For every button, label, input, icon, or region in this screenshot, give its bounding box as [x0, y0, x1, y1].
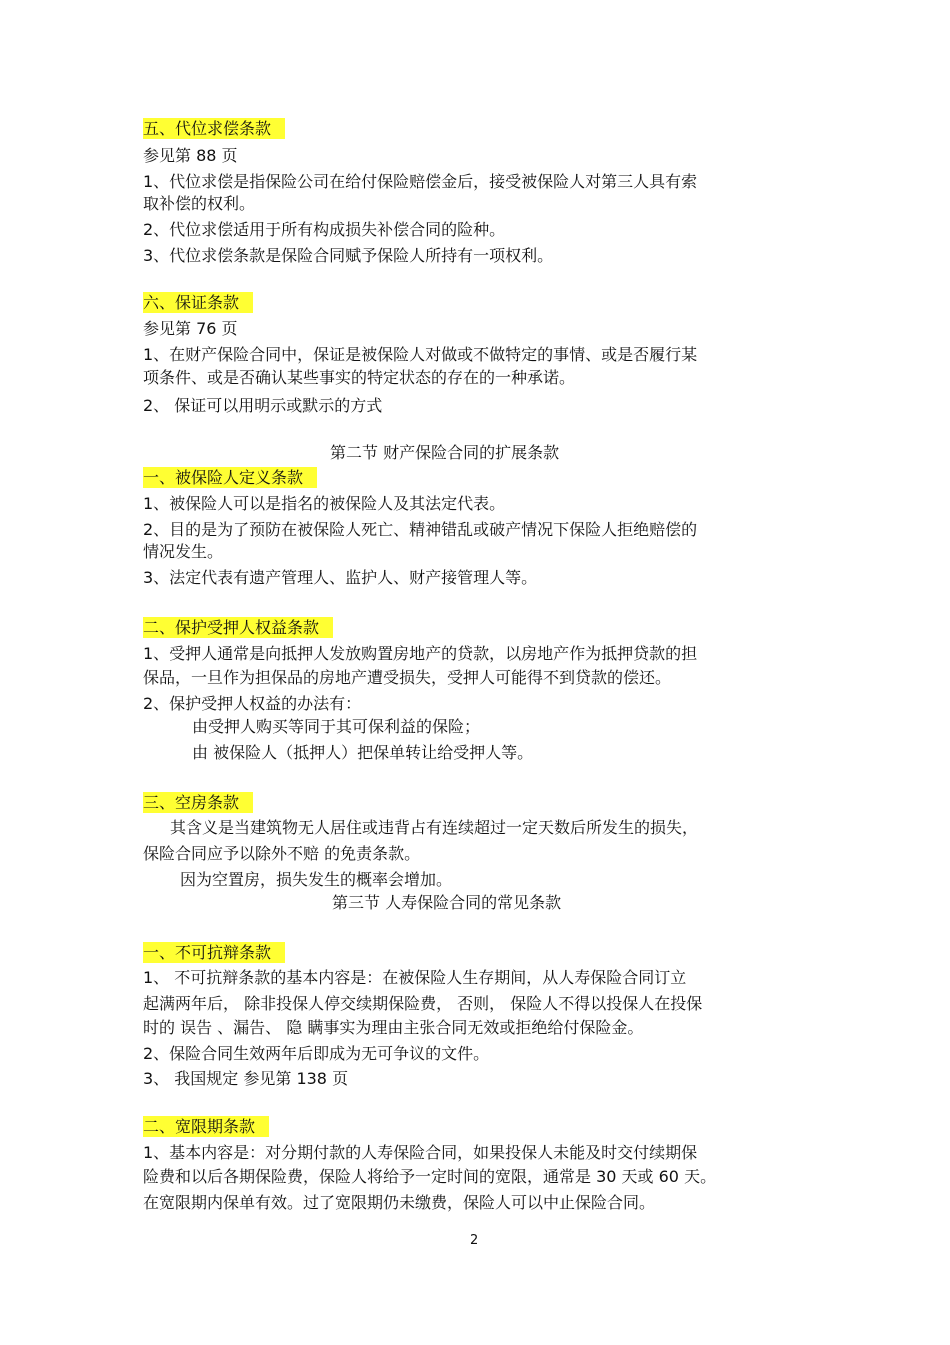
paragraph-line: 1、受押人通常是向抵押人发放购置房地产的贷款，以房地产作为抵押贷款的担: [143, 644, 698, 663]
page-number: 2: [470, 1233, 479, 1248]
paragraph-line: 起满两年后， 除非投保人停交续期保险费， 否则， 保险人不得以投保人在投保: [143, 994, 703, 1013]
highlighted-heading: 五、代位求偿条款: [143, 118, 285, 139]
list-item: 由受押人购买等同于其可保利益的保险；: [192, 717, 481, 736]
page-reference: 参见第 76 页: [143, 319, 238, 338]
highlighted-heading: 三、空房条款: [143, 792, 253, 813]
highlighted-heading: 二、宽限期条款: [143, 1116, 269, 1137]
paragraph-line: 取补偿的权利。: [143, 194, 256, 213]
paragraph-line: 3、 我国规定 参见第 138 页: [143, 1069, 349, 1088]
section-heading: [143, 467, 317, 489]
highlighted-heading: 一、不可抗辩条款: [143, 942, 285, 963]
paragraph-line: 在宽限期内保单有效。过了宽限期仍未缴费，保险人可以中止保险合同。: [143, 1193, 656, 1212]
paragraph-line: 保险合同应予以除外不赔 的免责条款。: [143, 844, 421, 863]
section-heading: [143, 1116, 269, 1138]
paragraph-line: 2、代位求偿适用于所有构成损失补偿合同的险种。: [143, 220, 506, 239]
section-heading: [143, 292, 253, 314]
chapter-section-title: 第二节 财产保险合同的扩展条款: [330, 443, 560, 462]
paragraph-line: 其含义是当建筑物无人居住或违背占有连续超过一定天数后所发生的损失，: [170, 818, 699, 837]
section-heading: [143, 118, 285, 140]
highlighted-heading: 二、保护受押人权益条款: [143, 617, 333, 638]
paragraph-line: 3、代位求偿条款是保险合同赋予保险人所持有一项权利。: [143, 246, 554, 265]
chapter-section-title: 第三节 人寿保险合同的常见条款: [332, 893, 562, 912]
paragraph-line: 1、代位求偿是指保险公司在给付保险赔偿金后，接受被保险人对第三人具有索: [143, 172, 698, 191]
paragraph-line: 因为空置房，损失发生的概率会增加。: [180, 870, 453, 889]
highlighted-heading: 一、被保险人定义条款: [143, 467, 317, 488]
paragraph-line: 1、被保险人可以是指名的被保险人及其法定代表。: [143, 494, 506, 513]
paragraph-line: 1、基本内容是：对分期付款的人寿保险合同，如果投保人未能及时交付续期保: [143, 1143, 698, 1162]
section-heading: [143, 617, 333, 639]
section-heading: [143, 942, 285, 964]
paragraph-line: 2、 保证可以用明示或默示的方式: [143, 396, 383, 415]
paragraph-line: 3、法定代表有遗产管理人、监护人、财产接管理人等。: [143, 568, 538, 587]
paragraph-line: 1、 不可抗辩条款的基本内容是：在被保险人生存期间，从人寿保险合同订立: [143, 968, 687, 987]
paragraph-line: 2、目的是为了预防在被保险人死亡、精神错乱或破产情况下保险人拒绝赔偿的: [143, 520, 698, 539]
paragraph-line: 险费和以后各期保险费，保险人将给予一定时间的宽限，通常是 30 天或 60 天。: [143, 1167, 717, 1186]
list-item: 由 被保险人（抵押人）把保单转让给受押人等。: [192, 743, 534, 762]
section-heading: [143, 792, 253, 814]
highlighted-heading: 六、保证条款: [143, 292, 253, 313]
paragraph-line: 保品，一旦作为担保品的房地产遭受损失，受押人可能得不到贷款的偿还。: [143, 668, 672, 687]
paragraph-line: 2、保险合同生效两年后即成为无可争议的文件。: [143, 1044, 490, 1063]
paragraph-line: 情况发生。: [143, 542, 224, 561]
paragraph-line: 项条件、或是否确认某些事实的特定状态的存在的一种承诺。: [143, 368, 576, 387]
paragraph-line: 时的 误告 、漏告、 隐 瞒事实为理由主张合同无效或拒绝给付保险金。: [143, 1018, 644, 1037]
page-reference: 参见第 88 页: [143, 146, 238, 165]
paragraph-line: 2、保护受押人权益的办法有：: [143, 694, 362, 713]
paragraph-line: 1、在财产保险合同中，保证是被保险人对做或不做特定的事情、或是否履行某: [143, 345, 698, 364]
